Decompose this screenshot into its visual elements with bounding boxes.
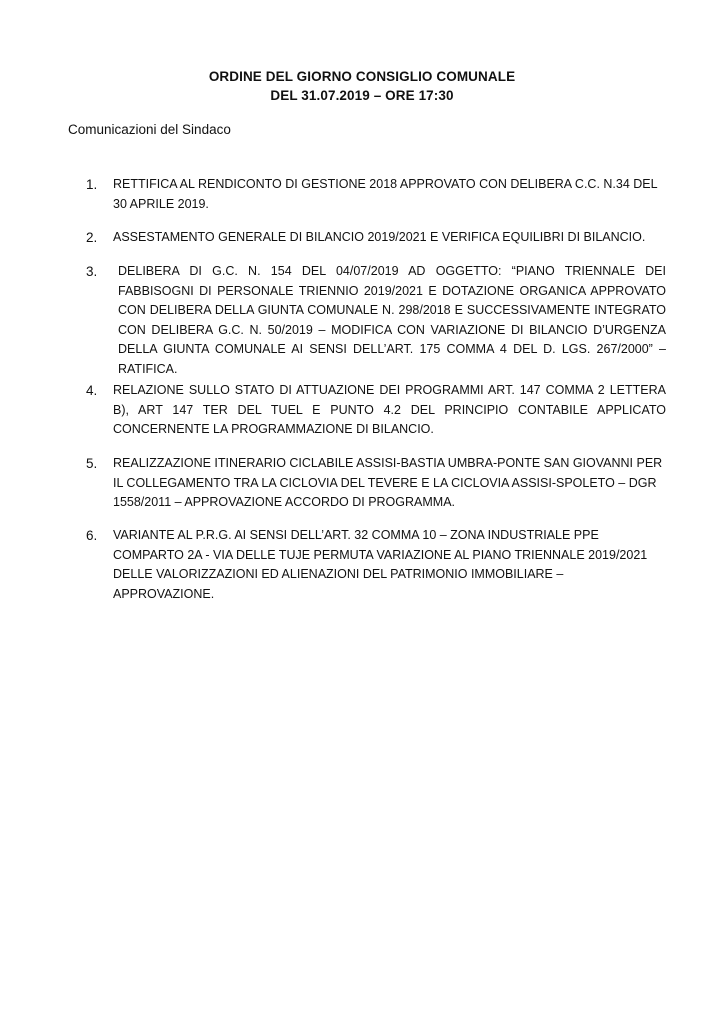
intro-communications: Comunicazioni del Sindaco <box>68 122 231 137</box>
agenda-item-number: 5. <box>86 456 98 471</box>
agenda-item-text: RELAZIONE SULLO STATO DI ATTUAZIONE DEI PROGRAMMI ART. 147 COMMA 2 LETTERA B), ART 147 TER DEL TUEL E PUNTO 4.2 DEL PRINCIPIO CONTABILE APPLICATO CONCERNENTE LA PROGRAMMAZIONE DI BILANCIO. <box>113 383 666 436</box>
agenda-item-number: 4. <box>86 383 98 398</box>
agenda-item-text: REALIZZAZIONE ITINERARIO CICLABILE ASSISI-BASTIA UMBRA-PONTE SAN GIOVANNI PER IL COLLEGAMENTO TRA LA CICLOVIA DEL TEVERE E LA CICLOVIA ASSISI-SPOLETO – DGR 1558/2011 – APPROVAZIONE ACCORDO DI PROGRAMMA. <box>113 456 663 509</box>
agenda-item-text: VARIANTE AL P.R.G. AI SENSI DELL’ART. 32 COMMA 10 – ZONA INDUSTRIALE PPE COMPARTO 2A - VIA DELLE TUJE PERMUTA VARIAZIONE AL PIANO TRIENNALE 2019/2021 DELLE VALORIZZAZIONI ED ALIENAZIONI DEL PATRIMONIO IMMOBILIARE – APPROVAZIONE. <box>113 528 648 601</box>
meeting-date-time: DEL 31.07.2019 – ORE 17:30 <box>270 88 454 103</box>
agenda-item-number: 3. <box>86 264 98 279</box>
document-title: ORDINE DEL GIORNO CONSIGLIO COMUNALE <box>208 69 516 84</box>
agenda-item-number: 6. <box>86 528 98 543</box>
agenda-item-text: DELIBERA DI G.C. N. 154 DEL 04/07/2019 AD OGGETTO: “PIANO TRIENNALE DEI FABBISOGNI DI PERSONALE TRIENNIO 2019/2021 E DOTAZIONE ORGANICA APPROVATO CON DELIBERA DELLA GIUNTA COMUNALE N. 298/2018 E SUCCESSIVAMENTE INTEGRATO CON DELIBERA G.C. N. 50/2019 – MODIFICA CON VARIAZIONE DI BILANCIO D’URGENZA DELLA GIUNTA COMUNALE AI SENSI DELL’ART. 175 COMMA 4 DEL D. LGS. 267/2000” – RATIFICA. <box>118 264 666 376</box>
agenda-item-number: 2. <box>86 230 98 245</box>
agenda-item-number: 1. <box>86 177 98 192</box>
agenda-item-text: ASSESTAMENTO GENERALE DI BILANCIO 2019/2021 E VERIFICA EQUILIBRI DI BILANCIO. <box>113 230 646 244</box>
agenda-item-text: RETTIFICA AL RENDICONTO DI GESTIONE 2018 APPROVATO CON DELIBERA C.C. N.34 DEL 30 APRILE 2019. <box>113 177 658 211</box>
